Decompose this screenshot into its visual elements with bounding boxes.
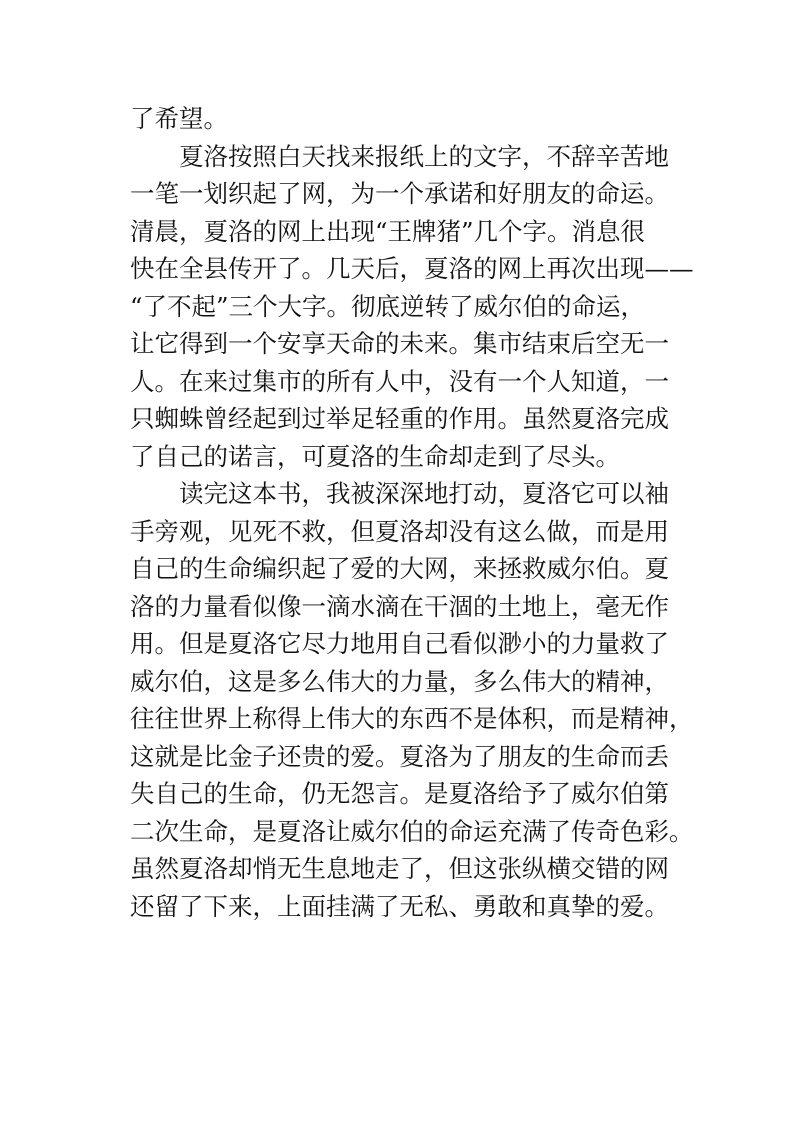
text-line: 让它得到一个安享天命的未来。集市结束后空无一 [130,329,669,358]
text-line: 了自己的诺言，可夏洛的生命却走到了尽头。 [130,441,620,471]
text-line: 夏洛按照白天找来报纸上的文字，不辞辛苦地 [130,141,669,171]
text-line: “了不起”三个大字。彻底逆转了威尔伯的命运， [130,291,646,321]
text-line: 二次生命，是夏洛让威尔伯的命运充满了传奇色彩。 [130,816,694,846]
text-line: 读完这本书，我被深深地打动，夏洛它可以袖 [130,479,669,508]
text-line: 自己的生命编织起了爱的大网，来拯救威尔伯。夏 [130,554,669,583]
text-line: 虽然夏洛却悄无生息地走了，但这张纵横交错的网 [130,854,669,883]
text-line: 这就是比金子还贵的爱。夏洛为了朋友的生命而丢 [130,741,669,771]
text-line: 人。在来过集市的所有人中，没有一个人知道，一 [130,366,669,396]
text-line: 清晨，夏洛的网上出现“王牌猪”几个字。消息很 [130,216,646,246]
text-line: 洛的力量看似像一滴水滴在干涸的土地上，毫无作 [130,591,669,621]
text-line: 快在全县传开了。几天后，夏洛的网上再次出现—— [130,254,694,283]
text-line: 还留了下来，上面挂满了无私、勇敢和真挚的爱。 [130,891,669,921]
text-line: 失自己的生命，仍无怨言。是夏洛给予了威尔伯第 [130,779,669,808]
body-text [130,100,694,925]
text-line: 往往世界上称得上伟大的东西不是体积，而是精神， [130,704,694,733]
text-line: 手旁观，见死不救，但夏洛却没有这么做，而是用 [130,516,669,546]
text-line: 只蜘蛛曾经起到过举足轻重的作用。虽然夏洛完成 [130,404,669,433]
text-line: 了希望。 [130,104,228,133]
text-line: 威尔伯，这是多么伟大的力量，多么伟大的精神， [130,666,669,696]
text-line: 一笔一划织起了网，为一个承诺和好朋友的命运。 [130,179,669,208]
text-line: 用。但是夏洛它尽力地用自己看似渺小的力量救了 [130,629,669,658]
